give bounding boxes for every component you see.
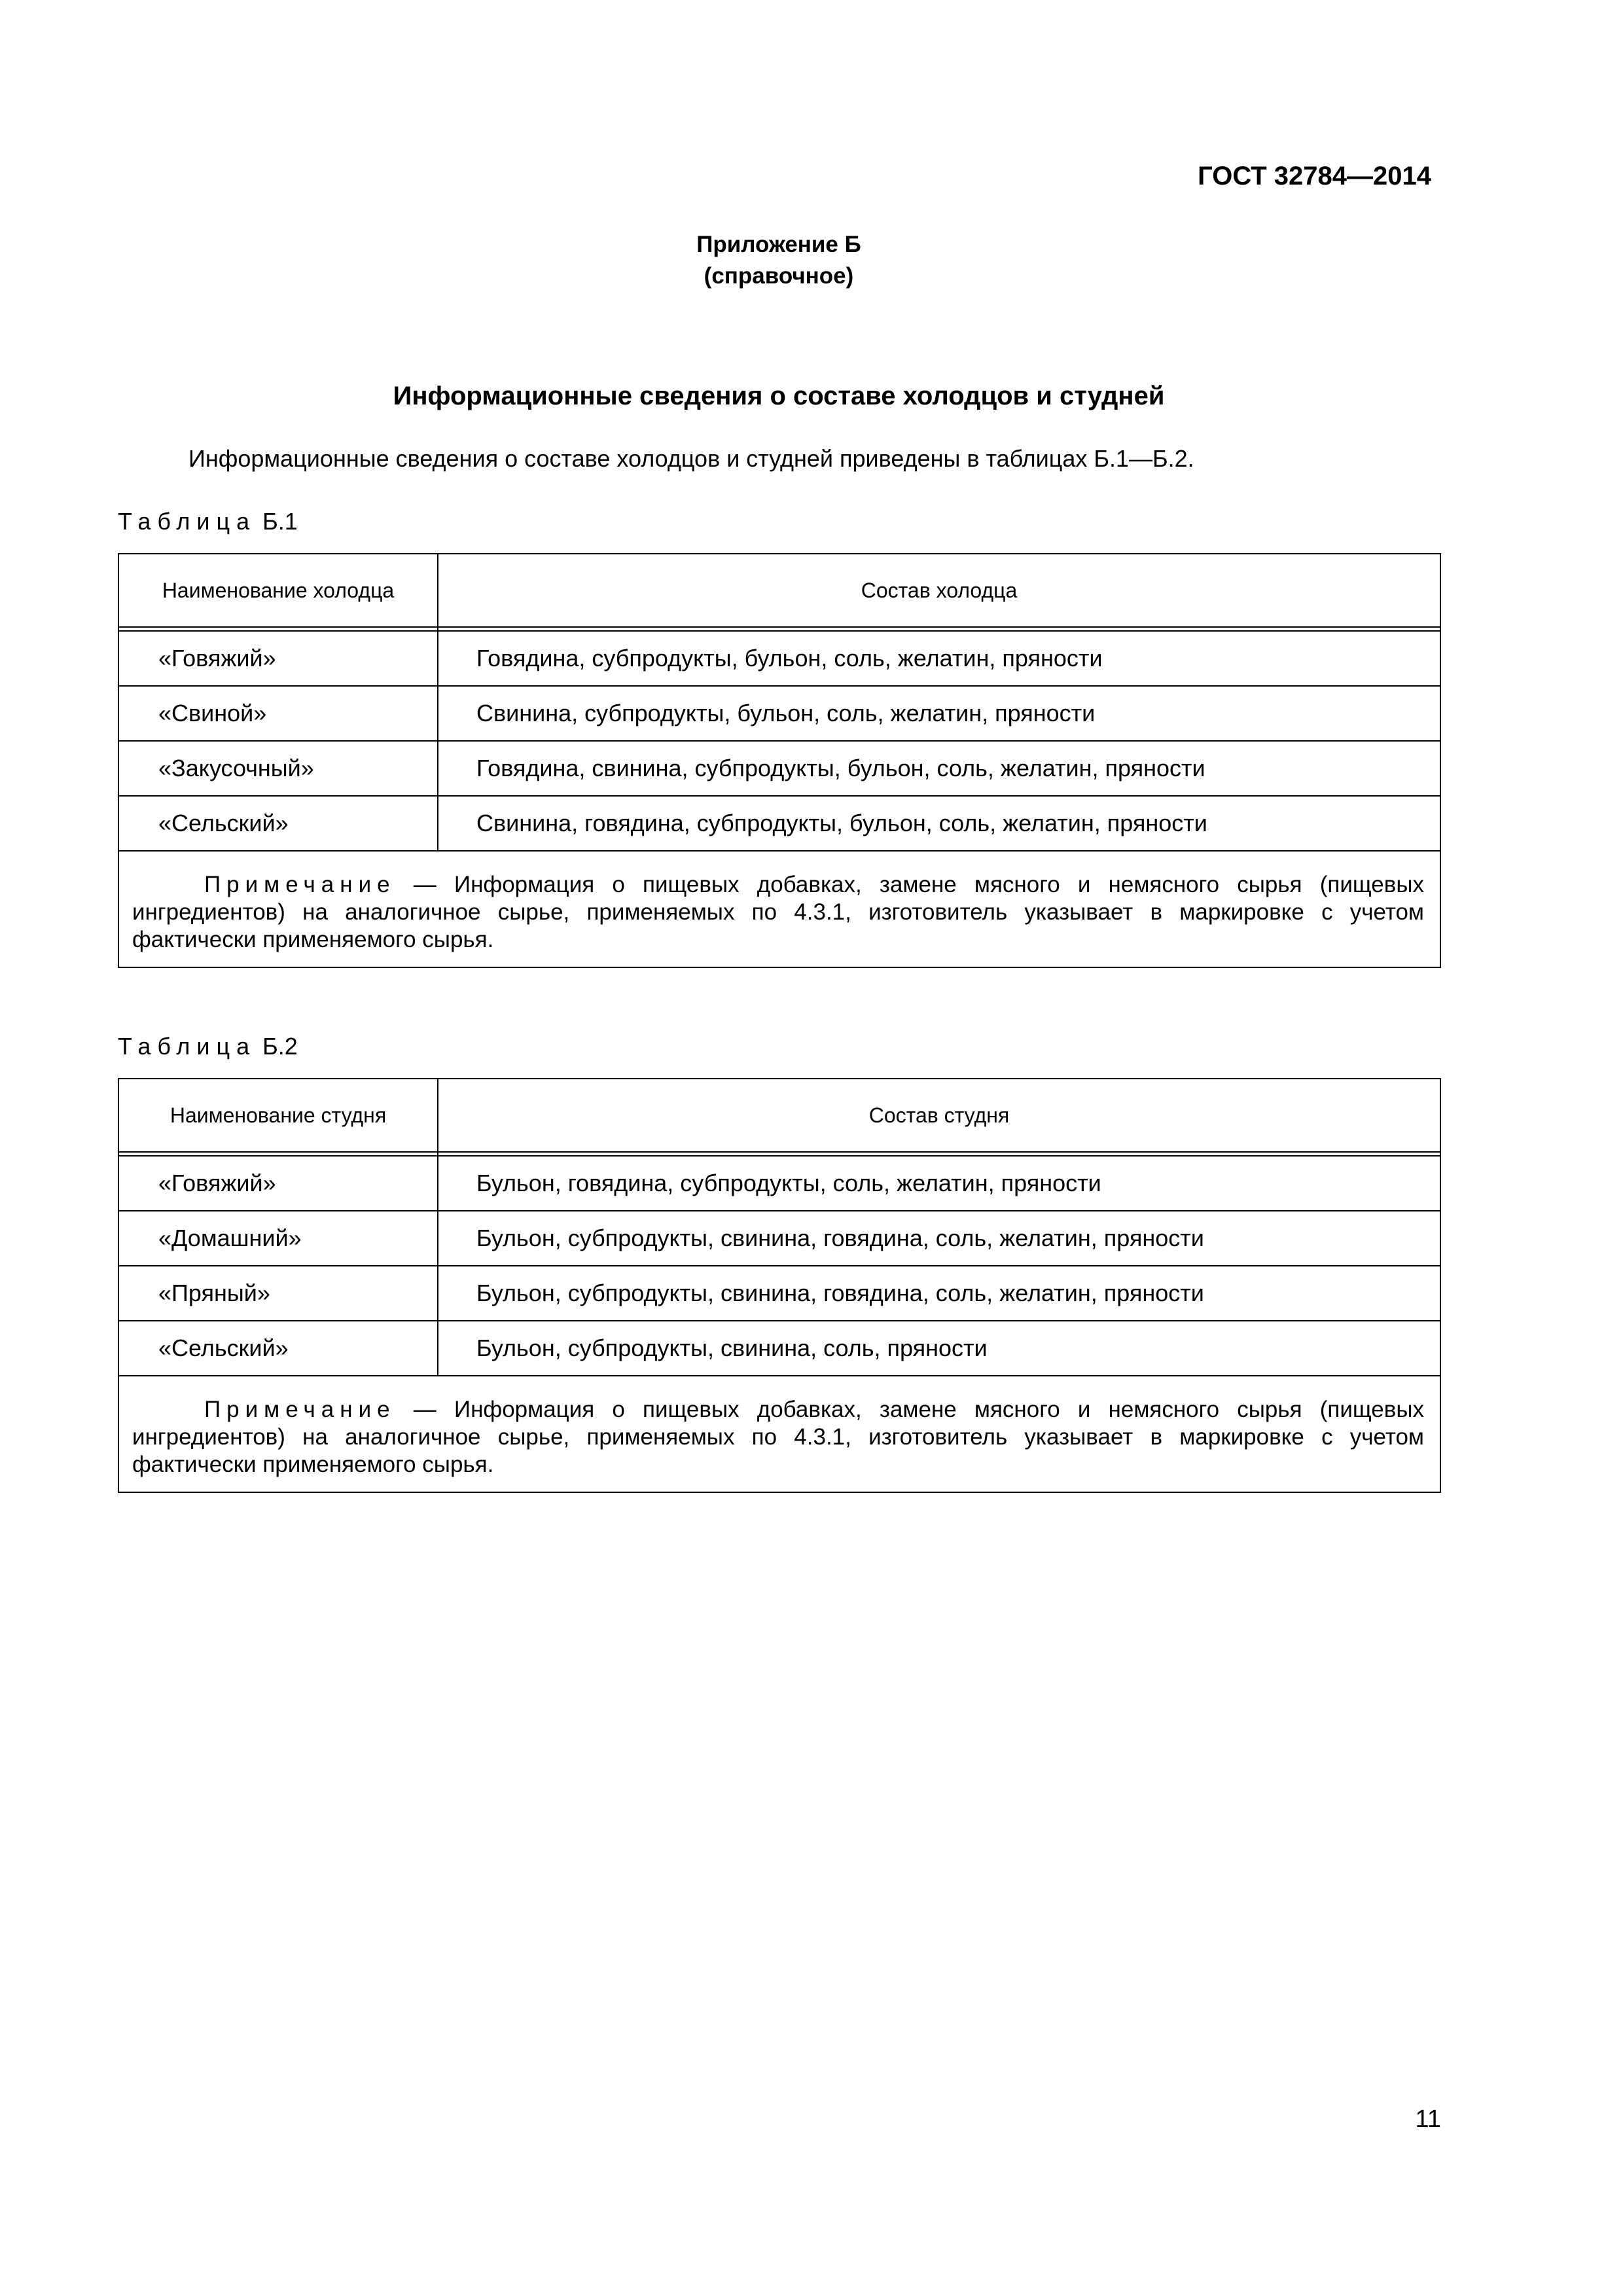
table-header-row <box>118 1079 1440 1152</box>
table1-note <box>118 851 1440 967</box>
table-row <box>118 686 1440 741</box>
appendix-heading <box>0 229 1558 292</box>
table-cell-composition: Говядина, свинина, субпродукты, бульон, соль, желатин, пряности <box>438 741 1440 796</box>
table-cell-name: «Говяжий» <box>118 1156 438 1211</box>
table-cell-composition: Свинина, субпродукты, бульон, соль, желатин, пряности <box>438 686 1440 741</box>
table2-column-header: Состав студня <box>438 1079 1440 1152</box>
appendix-subtitle: (справочное) <box>704 263 854 289</box>
section-title: Информационные сведения о составе холодцов и студней <box>393 382 1165 410</box>
table-cell-composition: Бульон, субпродукты, свинина, говядина, соль, желатин, пряности <box>438 1266 1440 1321</box>
table-cell-composition: Говядина, субпродукты, бульон, соль, желатин, пряности <box>438 631 1440 686</box>
table-row <box>118 1321 1440 1376</box>
table1-label-number: Б.1 <box>262 508 298 535</box>
table1 <box>118 553 1441 968</box>
table-row <box>118 796 1440 851</box>
note-lead: Примечание <box>204 1397 396 1422</box>
table-cell-name: «Говяжий» <box>118 631 438 686</box>
table-header-row <box>118 554 1440 627</box>
table-cell-composition: Бульон, говядина, субпродукты, соль, желатин, пряности <box>438 1156 1440 1211</box>
appendix-title: Приложение Б <box>696 232 861 257</box>
note-text: — Информация о пищевых добавках, замене мясного и немясного сырья (пищевых ингредиентов) на аналогичное сырье, применяемых по 4.3.1, изготовитель указывает в маркировке с учетом фактически применяемого сырья. <box>132 872 1424 952</box>
table1-column-header: Наименование холодца <box>118 554 438 627</box>
table1-label-word: Таблица <box>118 508 257 535</box>
table-row <box>118 1211 1440 1266</box>
table1-column-header: Состав холодца <box>438 554 1440 627</box>
table2-label-word: Таблица <box>118 1033 257 1060</box>
table2-label <box>118 1033 298 1060</box>
table2-note <box>118 1376 1440 1492</box>
note-text: — Информация о пищевых добавках, замене мясного и немясного сырья (пищевых ингредиентов) на аналогичное сырье, применяемых по 4.3.1, изготовитель указывает в маркировке с учетом фактически применяемого сырья. <box>132 1397 1424 1477</box>
table-cell-composition: Бульон, субпродукты, свинина, соль, пряности <box>438 1321 1440 1376</box>
table-note-row <box>118 851 1440 967</box>
page-number: 11 <box>1415 2106 1441 2133</box>
note-lead: Примечание <box>204 872 396 897</box>
intro-paragraph: Информационные сведения о составе холодцов и студней приведены в таблицах Б.1—Б.2. <box>188 445 1194 472</box>
document-code: ГОСТ 32784—2014 <box>1198 162 1431 190</box>
table2-label-number: Б.2 <box>262 1033 298 1060</box>
table-row <box>118 1156 1440 1211</box>
table-row <box>118 631 1440 686</box>
table2-column-header: Наименование студня <box>118 1079 438 1152</box>
table2 <box>118 1078 1441 1493</box>
table-note-row <box>118 1376 1440 1492</box>
table-cell-name: «Сельский» <box>118 796 438 851</box>
table-cell-name: «Свиной» <box>118 686 438 741</box>
table-row <box>118 741 1440 796</box>
table-cell-name: «Пряный» <box>118 1266 438 1321</box>
table-cell-composition: Бульон, субпродукты, свинина, говядина, соль, желатин, пряности <box>438 1211 1440 1266</box>
table-row <box>118 1266 1440 1321</box>
table-cell-name: «Сельский» <box>118 1321 438 1376</box>
table1-label <box>118 508 298 535</box>
table-cell-composition: Свинина, говядина, субпродукты, бульон, соль, желатин, пряности <box>438 796 1440 851</box>
table-cell-name: «Домашний» <box>118 1211 438 1266</box>
table-cell-name: «Закусочный» <box>118 741 438 796</box>
